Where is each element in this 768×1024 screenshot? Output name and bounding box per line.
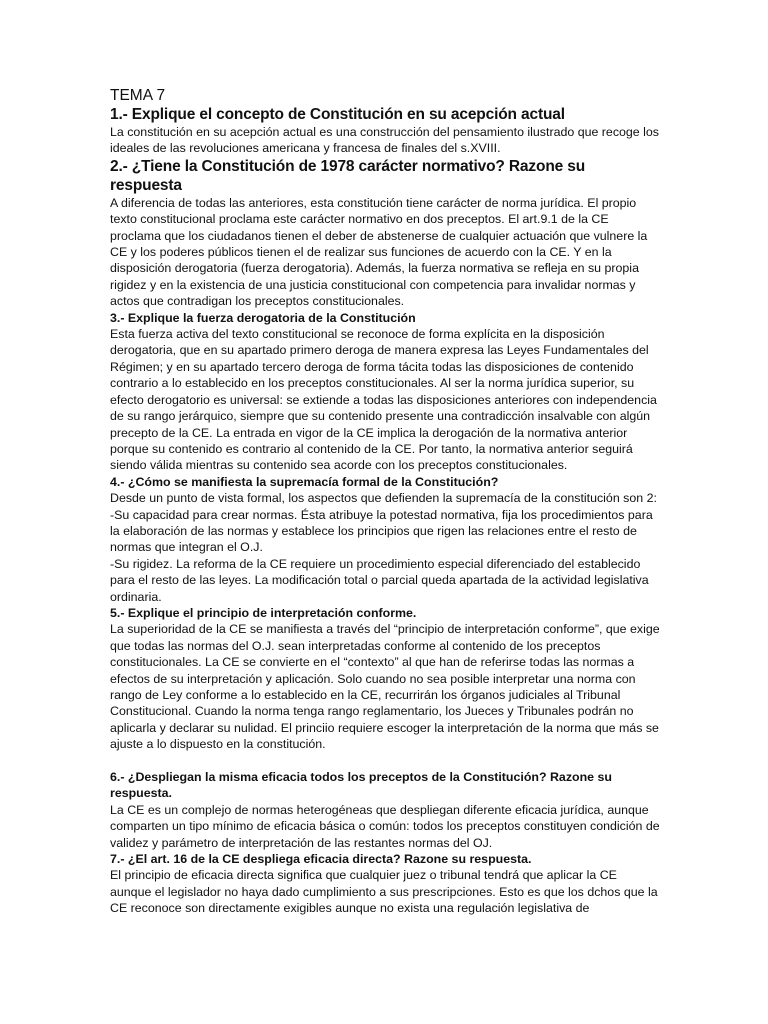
question-4-point-2: -Su rigidez. La reforma de la CE requiere un procedimiento especial diferenciado del establecido para el resto de las leyes. La modificación total o parcial queda apartada de la actividad legislativa ordinaria. (110, 556, 649, 604)
document-title: TEMA 7 (110, 87, 166, 104)
question-1-answer: La constitución en su acepción actual es una construcción del pensamiento ilustrado que recoge los ideales de las revoluciones americana y francesa de finales del s.XVIII. (110, 125, 659, 156)
question-4-heading: 4.- ¿Cómo se manifiesta la supremacía formal de la Constitución? (110, 474, 499, 489)
blank-line (110, 753, 660, 769)
question-3-answer: Esta fuerza activa del texto constitucional se reconoce de forma explícita en la disposición derogatoria, que en su apartado primero deroga de manera expresa las Leyes Fundamentales del Régimen; y en su apartado tercero deroga de forma tácita todas las disposiciones de contenido contrario a lo establecido en los preceptos constitucionales. Al ser la norma jurídica superior, su efecto derogatorio es universal: se extiende a todas las disposiciones anteriores con independencia de su rango jerárquico, siempre que su contenido presente una contradicción insalvable con algún precepto de la CE. La entrada en vigor de la CE implica la derogación de la normativa anterior porque su contenido es contrario al contenido de la CE. Por tanto, la normativa anterior seguirá siendo válida mientras su contenido sea acorde con los preceptos constitucionales. (110, 327, 657, 473)
question-3-heading: 3.- Explique la fuerza derogatoria de la Constitución (110, 310, 416, 325)
question-2-answer: A diferencia de todas las anteriores, esta constitución tiene carácter de norma jurídica. El propio texto constitucional proclama este carácter normativo en dos preceptos. El art.9.1 de la CE proclama que los ciudadanos tienen el deber de abstenerse de cualquier actuación que vulnere la CE y los poderes públicos tienen el de realizar sus funciones de acuerdo con la CE. Y en la disposición derogatoria (fuerza derogatoria). Además, la fuerza normativa se refleja en su propia rigidez y en la existencia de una justicia constitucional con competencia para invalidar normas y actos que contradigan los preceptos constitucionales. (110, 195, 648, 309)
question-2-heading: 2.- ¿Tiene la Constitución de 1978 carácter normativo? Razone su respuesta (110, 157, 586, 194)
question-4-intro: Desde un punto de vista formal, los aspectos que defienden la supremacía de la constitución son 2: (110, 491, 657, 506)
question-4-point-1: -Su capacidad para crear normas. Ésta atribuye la potestad normativa, fija los procedimientos para la elaboración de las normas y establece los principios que rigen las relaciones entre el resto de normas que integran el O.J. (110, 507, 653, 555)
question-6-answer: La CE es un complejo de normas heterogéneas que despliegan diferente eficacia jurídica, aunque comparten un tipo mínimo de eficacia básica o común: todos los preceptos constituyen condición de validez y parámetro de interpretación de las restantes normas del OJ. (110, 802, 660, 850)
question-5-heading: 5.- Explique el principio de interpretación conforme. (110, 605, 417, 620)
question-7-heading: 7.- ¿El art. 16 de la CE despliega eficacia directa? Razone su respuesta. (110, 852, 532, 867)
question-7-answer: El principio de eficacia directa significa que cualquier juez o tribunal tendrá que aplicar la CE aunque el legislador no haya dado cumplimiento a sus prescripciones. Esto es que los dchos que la CE reconoce son directamente exigibles aunque no exista una regulación legislativa de (110, 868, 658, 916)
question-6-heading: 6.- ¿Despliegan la misma eficacia todos los preceptos de la Constitución? Razone su respuesta. (110, 770, 612, 801)
document-page (110, 86, 660, 917)
question-1-heading: 1.- Explique el concepto de Constitución en su acepción actual (110, 106, 565, 123)
question-5-answer: La superioridad de la CE se manifiesta a través del “principio de interpretación conforme”, que exige que todas las normas del O.J. sean interpretadas conforme al contenido de los preceptos constitucionales. La CE se convierte en el “contexto” al que han de referirse todas las normas a efectos de su interpretación y aplicación. Solo cuando no sea posible interpretar una norma con rango de Ley conforme a lo establecido en la CE, recurrirán los órganos judiciales al Tribunal Constitucional. Cuando la norma tenga rango reglamentario, los Jueces y Tribunales podrán no aplicarla y declarar su nulidad. El princiio requiere escoger la interpretación de la norma que más se ajuste a lo dispuesto en la constitución. (110, 622, 660, 752)
